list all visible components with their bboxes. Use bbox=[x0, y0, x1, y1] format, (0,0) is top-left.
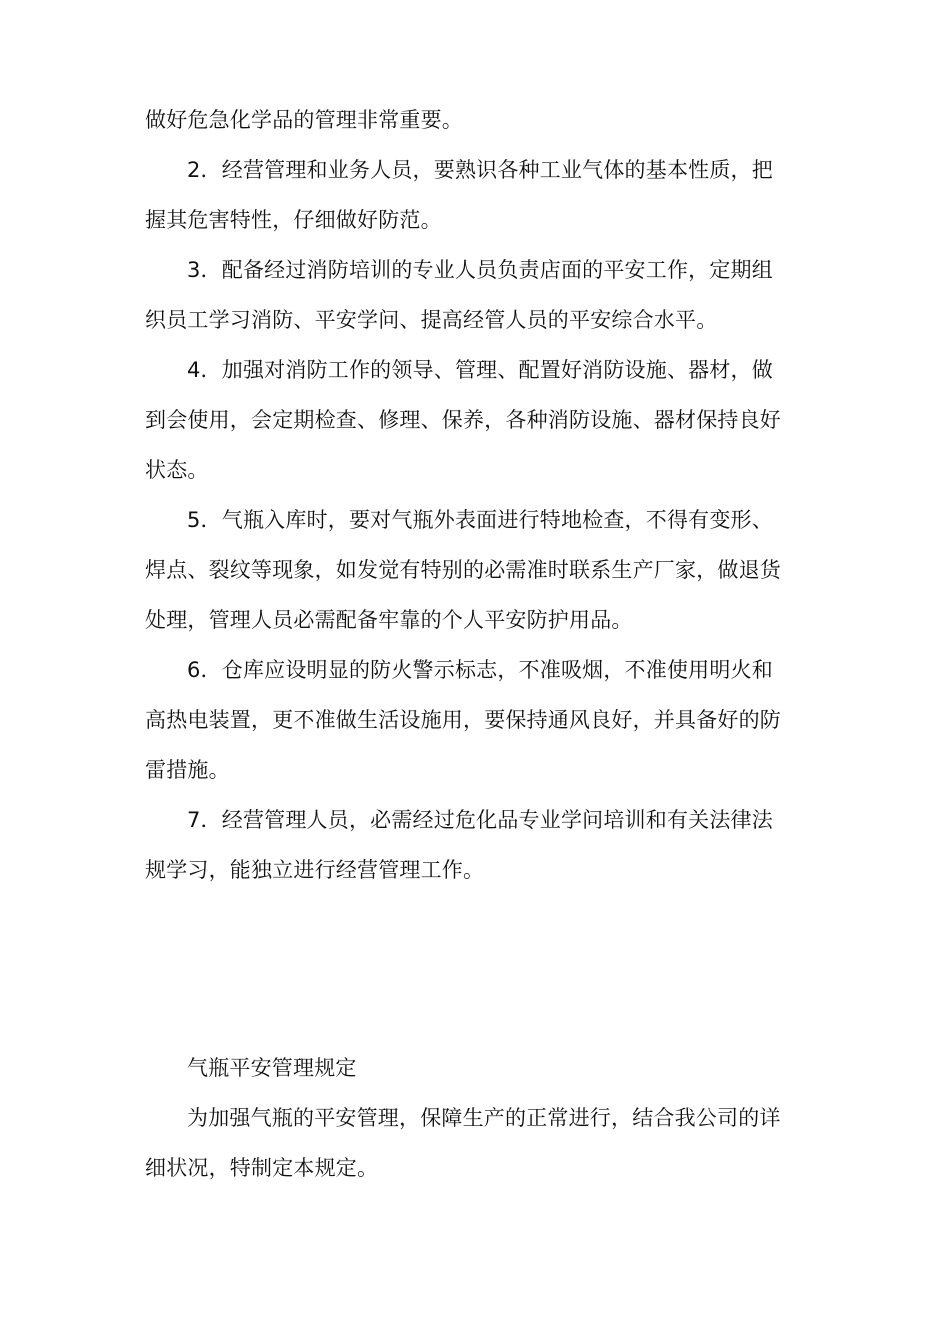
paragraph-item-5 bbox=[145, 495, 825, 645]
paragraph-item-4 bbox=[145, 345, 825, 495]
paragraph-intro-end bbox=[145, 95, 825, 145]
text-line: 2．经营管理和业务人员，要熟识各种工业气体的基本性质，把 bbox=[187, 158, 773, 182]
paragraph-section-intro bbox=[145, 1093, 825, 1193]
paragraph-item-3 bbox=[145, 245, 825, 345]
section-heading bbox=[145, 1043, 825, 1093]
text-line: 到会使用，会定期检查、修理、保养，各种消防设施、器材保持良好 bbox=[145, 408, 781, 432]
text-line: 织员工学习消防、平安学问、提高经管人员的平安综合水平。 bbox=[145, 308, 718, 332]
text-line: 做好危急化学品的管理非常重要。 bbox=[145, 108, 463, 132]
text-line: 4．加强对消防工作的领导、管理、配置好消防设施、器材，做 bbox=[187, 358, 773, 382]
text-line: 状态。 bbox=[145, 458, 209, 482]
paragraph-item-2 bbox=[145, 145, 825, 245]
text-line: 高热电装置，更不准做生活设施用，要保持通风良好，并具备好的防 bbox=[145, 708, 781, 732]
text-line: 为加强气瓶的平安管理，保障生产的正常进行，结合我公司的详 bbox=[187, 1106, 781, 1130]
paragraph-item-6 bbox=[145, 645, 825, 795]
text-line: 5．气瓶入库时，要对气瓶外表面进行特地检查，不得有变形、 bbox=[187, 508, 773, 532]
text-line: 规学习，能独立进行经营管理工作。 bbox=[145, 858, 485, 882]
text-line: 6．仓库应设明显的防火警示标志，不准吸烟，不准使用明火和 bbox=[187, 658, 773, 682]
text-line: 3．配备经过消防培训的专业人员负责店面的平安工作，定期组 bbox=[187, 258, 773, 282]
paragraph-item-7 bbox=[145, 795, 825, 895]
text-line: 处理，管理人员必需配备牢靠的个人平安防护用品。 bbox=[145, 608, 633, 632]
text-line: 雷措施。 bbox=[145, 758, 230, 782]
text-line: 握其危害特性，仔细做好防范。 bbox=[145, 208, 442, 232]
heading-text: 气瓶平安管理规定 bbox=[187, 1056, 357, 1080]
text-line: 细状况，特制定本规定。 bbox=[145, 1156, 379, 1180]
text-line: 7．经营管理人员，必需经过危化品专业学问培训和有关法律法 bbox=[187, 808, 773, 832]
text-line: 焊点、裂纹等现象，如发觉有特别的必需准时联系生产厂家，做退货 bbox=[145, 558, 781, 582]
